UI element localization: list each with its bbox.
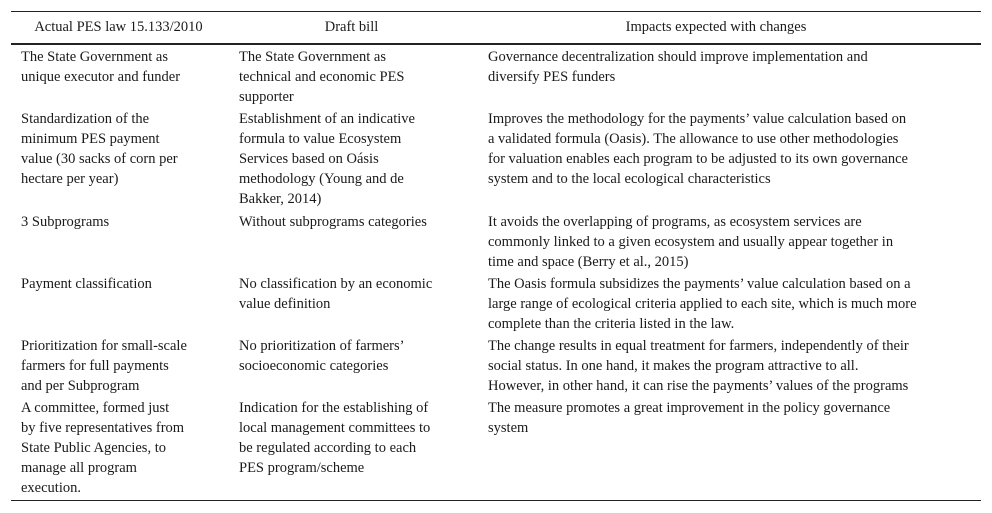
cell-text-line: The measure promotes a great improvement in the policy governance [488, 400, 891, 416]
cell-text-line: be regulated according to each [239, 440, 417, 456]
cell-text-line: system [488, 420, 529, 436]
comparison-table [11, 11, 981, 501]
cell-actual-law [11, 212, 229, 272]
cell-text-line: a validated formula (Oasis). The allowance to use other methodologies [488, 131, 899, 147]
cell-text-line: hectare per year) [21, 171, 119, 187]
cell-text-line: PES program/scheme [239, 460, 365, 476]
cell-draft-bill [229, 47, 478, 107]
cell-text-line: time and space (Berry et al., 2015) [488, 254, 689, 270]
cell-text-line: manage all program [21, 460, 137, 476]
table-body [11, 45, 981, 500]
cell-impact [478, 398, 981, 500]
cell-draft-bill [229, 274, 478, 334]
cell-actual-law [11, 274, 229, 334]
cell-text-line: value definition [239, 296, 331, 312]
cell-text-line: technical and economic PES [239, 69, 405, 85]
table-header [11, 12, 981, 45]
cell-text-line: execution. [21, 480, 81, 496]
cell-impact [478, 336, 981, 396]
cell-text-line: large range of ecological criteria applied to each site, which is much more [488, 296, 917, 312]
cell-text-line: local management committees to [239, 420, 431, 436]
cell-draft-bill [229, 212, 478, 272]
cell-text-line: for valuation enables each program to be adjusted to its own governance [488, 151, 908, 167]
header-actual-law: Actual PES law 15.133/2010 [34, 19, 203, 35]
cell-text-line: socioeconomic categories [239, 358, 389, 374]
cell-actual-law [11, 109, 229, 210]
cell-text-line: Prioritization for small-scale [21, 338, 187, 354]
table-row [11, 396, 981, 500]
cell-text-line: Governance decentralization should improve implementation and [488, 49, 868, 65]
cell-text-line: The State Government as [239, 49, 386, 65]
cell-text-line: and per Subprogram [21, 378, 140, 394]
cell-text-line: system and to the local ecological characteristics [488, 171, 771, 187]
header-impacts: Impacts expected with changes [625, 19, 807, 35]
cell-text-line: complete than the criteria listed in the law. [488, 316, 735, 332]
cell-text-line: State Public Agencies, to [21, 440, 166, 456]
cell-text-line: The State Government as [21, 49, 168, 65]
cell-text-line: 3 Subprograms [21, 214, 110, 230]
cell-text-line: Indication for the establishing of [239, 400, 429, 416]
cell-text-line: Standardization of the [21, 111, 150, 127]
cell-text-line: However, in other hand, it can rise the payments’ values of the programs [488, 378, 909, 394]
cell-text-line: The change results in equal treatment for farmers, independently of their [488, 338, 909, 354]
cell-text-line: supporter [239, 89, 294, 105]
cell-impact [478, 109, 981, 210]
cell-text-line: Establishment of an indicative [239, 111, 415, 127]
table-row [11, 210, 981, 272]
cell-text-line: Without subprograms categories [239, 214, 427, 230]
cell-text-line: minimum PES payment [21, 131, 160, 147]
table-row [11, 45, 981, 107]
cell-text-line: Improves the methodology for the payments’ value calculation based on [488, 111, 907, 127]
cell-actual-law [11, 398, 229, 500]
cell-text-line: Services based on Oásis [239, 151, 379, 167]
cell-text-line: formula to value Ecosystem [239, 131, 402, 147]
cell-text-line: social status. In one hand, it makes the program attractive to all. [488, 358, 859, 374]
cell-text-line: Payment classification [21, 276, 152, 292]
table-row [11, 107, 981, 210]
cell-text-line: The Oasis formula subsidizes the payments’ value calculation based on a [488, 276, 911, 292]
table-row [11, 334, 981, 396]
cell-text-line: No classification by an economic [239, 276, 433, 292]
cell-text-line: by five representatives from [21, 420, 185, 436]
cell-text-line: Bakker, 2014) [239, 191, 322, 207]
cell-impact [478, 212, 981, 272]
cell-actual-law [11, 47, 229, 107]
cell-impact [478, 47, 981, 107]
table-row [11, 272, 981, 334]
cell-text-line: A committee, formed just [21, 400, 170, 416]
cell-text-line: commonly linked to a given ecosystem and usually appear together in [488, 234, 894, 250]
cell-text-line: methodology (Young and de [239, 171, 404, 187]
cell-draft-bill [229, 398, 478, 500]
header-draft-bill: Draft bill [324, 19, 379, 35]
cell-draft-bill [229, 336, 478, 396]
cell-text-line: It avoids the overlapping of programs, as ecosystem services are [488, 214, 862, 230]
cell-text-line: diversify PES funders [488, 69, 616, 85]
cell-text-line: farmers for full payments [21, 358, 169, 374]
cell-impact [478, 274, 981, 334]
cell-draft-bill [229, 109, 478, 210]
cell-text-line: unique executor and funder [21, 69, 181, 85]
cell-text-line: value (30 sacks of corn per [21, 151, 178, 167]
cell-text-line: No prioritization of farmers’ [239, 338, 405, 354]
cell-actual-law [11, 336, 229, 396]
